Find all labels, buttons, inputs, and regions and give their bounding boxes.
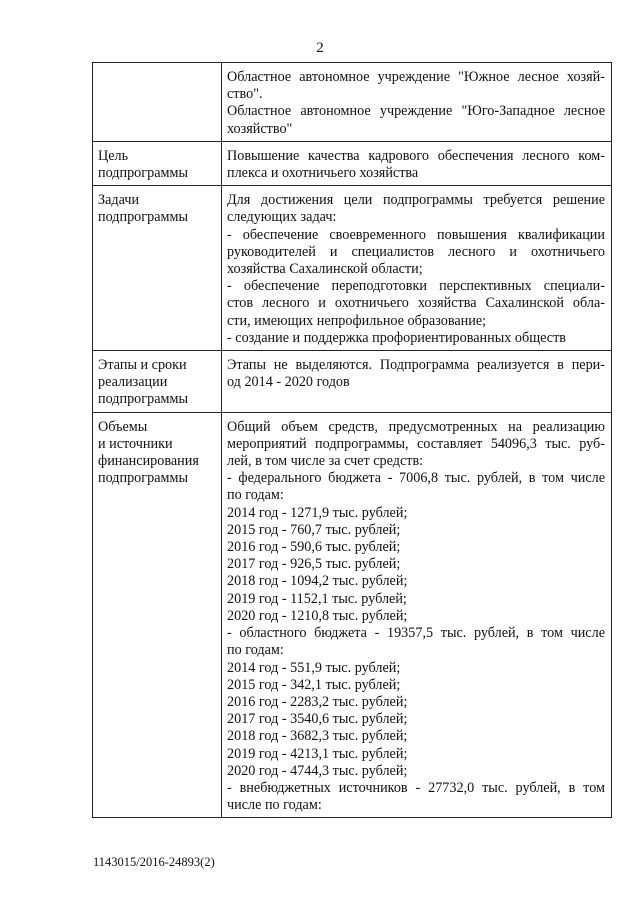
row-content-line: 2018 год - 3682,3 тыс. рублей;: [227, 728, 408, 745]
row-label-line: и источники: [98, 435, 173, 452]
row-content-line: - обеспечение переподготовки перспективных специали-: [227, 278, 605, 295]
row-content-line: стов лесного и охотничьего хозяйства Сахалинской обла-: [227, 295, 605, 312]
row-label-line: подпрограммы: [98, 165, 188, 182]
row-content-line: - внебюджетных источников - 27732,0 тыс. рублей, в том: [227, 779, 605, 796]
row-label-line: подпрограммы: [98, 470, 188, 487]
row-content-cell: [222, 351, 612, 413]
row-content-line: 2020 год - 1210,8 тыс. рублей;: [227, 607, 408, 624]
table-row-executors: [93, 63, 612, 142]
row-content-line: Этапы не выделяются. Подпрограмма реализуется в пери-: [227, 357, 605, 374]
table-row-tasks: [93, 186, 612, 351]
row-label-line: Задачи: [98, 192, 140, 209]
row-content-line: 2020 год - 4744,3 тыс. рублей;: [227, 762, 408, 779]
row-content-line: 2017 год - 926,5 тыс. рублей;: [227, 556, 401, 573]
row-content-cell: [222, 186, 612, 351]
subprogram-passport-table: [92, 62, 612, 818]
row-content-line: 2016 год - 590,6 тыс. рублей;: [227, 539, 401, 556]
row-content-line: мероприятий подпрограммы, составляет 54096,3 тыс. руб-: [227, 435, 605, 452]
row-content-line: хозяйства Сахалинской области;: [227, 261, 423, 278]
row-label-cell: [93, 351, 222, 413]
row-label-line: Цель: [98, 147, 129, 164]
row-label-cell: [93, 412, 222, 818]
row-content-line: 2014 год - 1271,9 тыс. рублей;: [227, 504, 408, 521]
row-label-cell: [93, 186, 222, 351]
row-content-line: по годам:: [227, 642, 284, 659]
document-footer-number: 1143015/2016-24893(2): [93, 855, 215, 869]
table-row-stages-and-terms: [93, 351, 612, 413]
row-content-line: Общий объем средств, предусмотренных на реализацию: [227, 418, 605, 435]
row-content-line: плекса и охотничьего хозяйства: [227, 165, 419, 182]
row-content-cell: [222, 63, 612, 142]
row-content-line: Областное автономное учреждение "Южное лесное хозяй-: [227, 69, 605, 85]
page-number: 2: [316, 40, 324, 56]
row-content-line: лей, в том числе за счет средств:: [227, 453, 424, 470]
row-content-line: Для достижения цели подпрограммы требуется решение: [227, 192, 605, 209]
row-content-line: - обеспечение своевременного повышения квалификации: [227, 226, 605, 243]
row-content-line: по годам:: [227, 487, 284, 504]
row-content-line: числе по годам:: [227, 797, 322, 814]
row-label-cell: [93, 63, 222, 142]
row-content-line: 2017 год - 3540,6 тыс. рублей;: [227, 711, 408, 728]
row-content-line: 2015 год - 342,1 тыс. рублей;: [227, 676, 401, 693]
row-content-line: 2019 год - 4213,1 тыс. рублей;: [227, 745, 408, 762]
row-content-line: Областное автономное учреждение "Юго-Западное лесное: [227, 103, 605, 120]
row-content-line: Повышение качества кадрового обеспечения лесного ком-: [227, 147, 605, 164]
table-row-goal: [93, 141, 612, 185]
row-content-line: хозяйство": [227, 120, 293, 137]
row-label-line: подпрограммы: [98, 391, 188, 408]
row-label-line: подпрограммы: [98, 209, 188, 226]
row-content-line: 2016 год - 2283,2 тыс. рублей;: [227, 693, 408, 710]
row-content-line: 2018 год - 1094,2 тыс. рублей;: [227, 573, 408, 590]
row-content-line: 2014 год - 551,9 тыс. рублей;: [227, 659, 401, 676]
row-content-line: 2019 год - 1152,1 тыс. рублей;: [227, 590, 407, 607]
row-content-line: - областного бюджета - 19357,5 тыс. рублей, в том числе: [227, 625, 605, 642]
row-label-line: финансирования: [98, 453, 199, 470]
row-content-line: - создание и поддержка профориентированных обществ: [227, 329, 566, 346]
row-content-line: 2015 год - 760,7 тыс. рублей;: [227, 521, 401, 538]
row-content-line: руководителей и специалистов лесного и охотничьего: [227, 243, 605, 260]
row-content-line: сти, имеющих непрофильное образование;: [227, 312, 487, 329]
row-label-line: Объемы: [98, 418, 148, 435]
row-label-line: реализации: [98, 374, 168, 391]
table-row-funding: [93, 412, 612, 818]
row-label-line: Этапы и сроки: [98, 357, 187, 374]
row-content-line: ство".: [227, 86, 263, 103]
row-content-line: - федерального бюджета - 7006,8 тыс. рублей, в том числе: [227, 470, 605, 487]
row-content-cell: [222, 141, 612, 185]
row-content-line: од 2014 - 2020 годов: [227, 374, 350, 391]
row-label-cell: [93, 141, 222, 185]
row-content-cell: [222, 412, 612, 818]
row-content-line: следующих задач:: [227, 209, 337, 226]
